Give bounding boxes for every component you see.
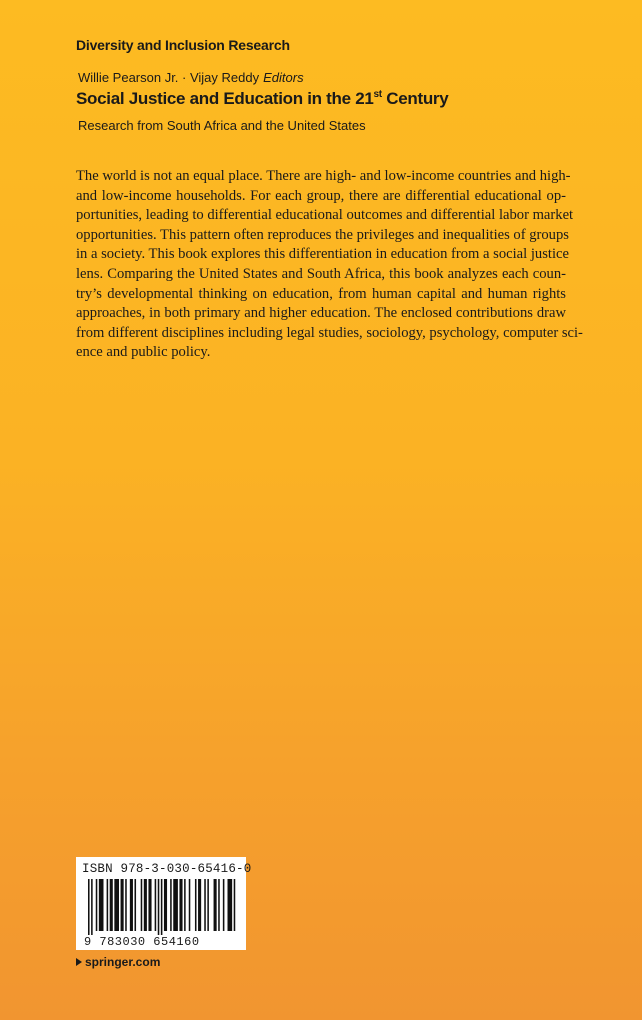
blurb-line: and low-income households. For each group, there are differential educational op-	[76, 187, 566, 204]
blurb-line: The world is not an equal place. There are high- and low-income countries and high-	[76, 168, 571, 184]
blurb-line: opportunities. This pattern often reproduces the privileges and inequalities of groups	[76, 226, 569, 243]
barcode-bar	[110, 879, 113, 931]
book-subtitle: Research from South Africa and the United States	[78, 118, 366, 133]
barcode-bar	[99, 879, 104, 931]
blurb-line: approaches, in both primary and higher education. The enclosed contributions draw	[76, 305, 566, 322]
blurb-line: lens. Comparing the United States and South Africa, this book analyzes each coun-	[76, 265, 566, 282]
barcode-bar	[144, 879, 147, 931]
book-title-superscript: st	[373, 89, 382, 100]
barcode-bar	[204, 879, 206, 931]
barcode-bar	[107, 879, 109, 931]
barcode-bars	[86, 879, 236, 935]
book-title	[76, 89, 448, 109]
barcode-digits: 9 783030 654160	[84, 935, 200, 949]
barcode-bar	[234, 879, 236, 931]
blurb-line: in a society. This book explores this differentiation in education from a social justice	[76, 246, 569, 263]
publisher-link[interactable]	[76, 955, 160, 969]
barcode-bar	[189, 879, 191, 931]
barcode-bar	[179, 879, 182, 931]
barcode-bar	[198, 879, 201, 931]
barcode-bar	[161, 879, 163, 935]
barcode-bar	[121, 879, 124, 931]
barcode-bar	[158, 879, 160, 935]
barcode-bar	[184, 879, 186, 931]
barcode-bar	[155, 879, 157, 931]
book-title-suffix: Century	[381, 89, 449, 108]
barcode-bar	[195, 879, 197, 931]
editors-line	[78, 70, 304, 85]
barcode-bar	[173, 879, 178, 931]
barcode-bar	[91, 879, 93, 935]
barcode-bar	[214, 879, 217, 931]
blurb-line: portunities, leading to differential educational outcomes and differential labor market	[76, 207, 574, 224]
publisher-url: springer.com	[85, 955, 161, 969]
arrow-right-icon	[76, 958, 82, 966]
barcode-bar	[207, 879, 209, 931]
barcode-bar	[170, 879, 172, 931]
barcode-bar	[130, 879, 133, 931]
barcode-bar	[88, 879, 90, 935]
barcode-bar	[218, 879, 220, 931]
blurb-paragraph	[76, 167, 583, 363]
barcode-bar	[135, 879, 137, 931]
barcode-bar	[223, 879, 225, 931]
book-title-main: Social Justice and Education in the 21	[76, 89, 374, 108]
editors-role: Editors	[263, 70, 304, 85]
editor-names: Willie Pearson Jr. · Vijay Reddy	[78, 70, 260, 85]
blurb-line: ence and public policy.	[76, 344, 211, 361]
barcode-bar	[96, 879, 98, 931]
series-name: Diversity and Inclusion Research	[76, 37, 290, 53]
barcode-bar	[228, 879, 233, 931]
barcode-bar	[125, 879, 127, 931]
barcode-bar	[141, 879, 143, 931]
isbn-barcode	[76, 857, 252, 950]
isbn-label: ISBN 978-3-030-65416-0	[82, 862, 252, 876]
blurb-line: from different disciplines including legal studies, sociology, psychology, computer sci-	[76, 324, 583, 341]
blurb-line: try’s developmental thinking on education, from human capital and human rights	[76, 285, 566, 302]
barcode-bar	[114, 879, 119, 931]
barcode-bar	[148, 879, 151, 931]
barcode-bar	[164, 879, 167, 931]
